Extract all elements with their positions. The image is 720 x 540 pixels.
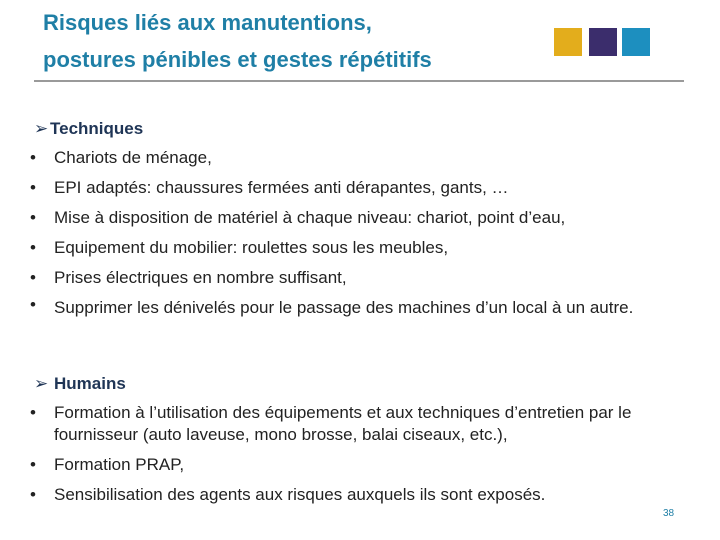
list-item-text: EPI adaptés: chaussures fermées anti dérapantes, gants, …	[54, 178, 509, 197]
list-item-text: Prises électriques en nombre suffisant,	[54, 268, 347, 287]
arrow-bullet-icon: ➢	[34, 374, 49, 393]
bullet-icon: •	[30, 485, 36, 504]
list-item	[30, 450, 680, 480]
list-item-text: Supprimer les dénivelés pour le passage des machines d’un local à un autre.	[54, 298, 634, 317]
list-item-text: Mise à disposition de matériel à chaque niveau: chariot, point d’eau,	[54, 208, 566, 227]
decorative-square-blue	[622, 28, 650, 56]
slide-title-line-1: Risques liés aux manutentions,	[43, 10, 372, 35]
bullet-icon: •	[30, 208, 36, 227]
list-item	[30, 480, 680, 510]
list-item	[30, 263, 680, 293]
bullet-icon: •	[30, 295, 36, 314]
bullet-icon: •	[30, 268, 36, 287]
slide-title-line-2: postures pénibles et gestes répétitifs	[43, 47, 432, 72]
list-item-text: Formation à l’utilisation des équipements et aux techniques d’entretien par le fournisseur (auto laveuse, mono brosse, balai ciseaux, etc.),	[54, 403, 632, 444]
list-item-text: Formation PRAP,	[54, 455, 185, 474]
decorative-square-gold	[554, 28, 582, 56]
section-heading-techniques	[34, 119, 143, 139]
list-item	[30, 398, 680, 450]
humains-list	[30, 398, 680, 510]
section-heading-label: Techniques	[50, 119, 144, 138]
list-item	[30, 203, 680, 233]
list-item	[30, 143, 680, 173]
list-item-text: Equipement du mobilier: roulettes sous les meubles,	[54, 238, 449, 257]
section-heading-humains	[34, 374, 126, 394]
list-item	[30, 233, 680, 263]
bullet-icon: •	[30, 148, 36, 167]
page-number: 38	[663, 508, 675, 519]
title-divider	[34, 80, 684, 82]
bullet-icon: •	[30, 455, 36, 474]
list-item-text: Sensibilisation des agents aux risques auxquels ils sont exposés.	[54, 485, 546, 504]
arrow-bullet-icon: ➢	[34, 119, 49, 138]
bullet-icon: •	[30, 403, 36, 422]
bullet-icon: •	[30, 238, 36, 257]
list-item-text: Chariots de ménage,	[54, 148, 212, 167]
bullet-icon: •	[30, 178, 36, 197]
slide-title	[43, 4, 432, 78]
techniques-list	[30, 143, 680, 320]
list-item	[30, 173, 680, 203]
decorative-square-purple	[589, 28, 617, 56]
section-heading-label: Humains	[54, 374, 126, 393]
list-item	[30, 293, 680, 320]
